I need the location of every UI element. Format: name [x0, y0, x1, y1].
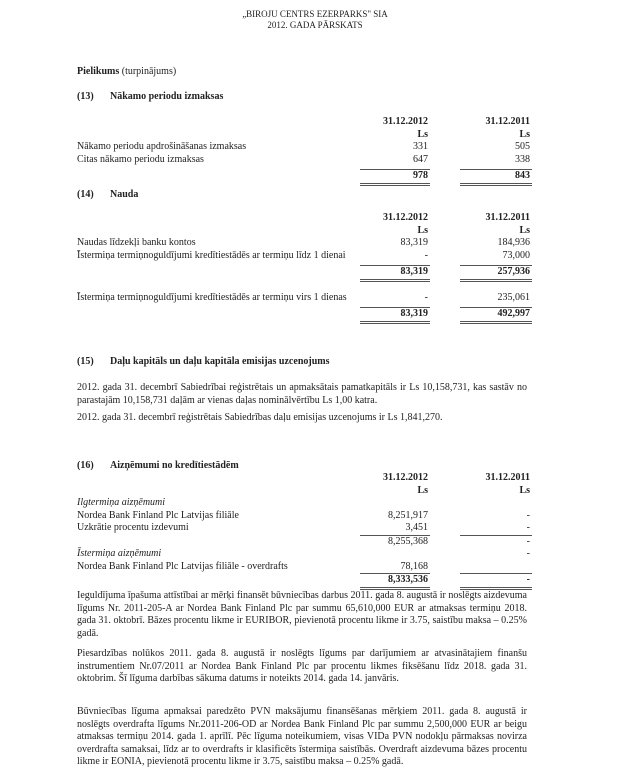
column-header-row [77, 472, 537, 485]
total-2011: 843 [460, 169, 532, 186]
col-2011: 31.12.2011 [485, 472, 530, 483]
company-name: „BIROJU CENTRS EZERPARKS" SIA [242, 9, 388, 19]
row-label: Nordea Bank Finland Plc Latvijas filiāle [77, 509, 239, 521]
value-2011: 235,061 [497, 291, 530, 303]
table-row [77, 237, 537, 250]
value-2011: 73,000 [502, 249, 530, 261]
col-2012: 31.12.2012 [383, 116, 428, 127]
value-2012: 3,451 [360, 522, 430, 536]
long-term-loans-label: Ilgtermiņa aizņēmumi [77, 497, 166, 508]
col-2011: 31.12.2011 [485, 116, 530, 127]
unit-row [77, 485, 537, 498]
section-number: (13) [77, 91, 94, 102]
unit-2012: Ls [417, 128, 428, 140]
value-2012: 83,319 [400, 237, 428, 248]
value-2011: - [526, 509, 530, 521]
value-2012: - [424, 291, 428, 303]
section-number: (14) [77, 189, 94, 200]
page-header [0, 9, 630, 31]
table-row [77, 292, 537, 305]
subtotal-row [77, 536, 537, 549]
table-row [77, 141, 537, 154]
short-term-loans-label: Īstermiņa aizņēmumi [77, 548, 162, 559]
section-14-table [77, 212, 537, 324]
column-header-row [77, 212, 537, 225]
subtotal-2012: 8,255,368 [388, 535, 428, 547]
value-2012: 8,251,917 [388, 509, 428, 521]
subtotal-2012: 83,319 [360, 265, 430, 282]
value-2012: 78,168 [360, 561, 430, 575]
unit-row [77, 129, 537, 142]
unit-row [77, 225, 537, 238]
row-label: Citas nākamo periodu izmaksas [77, 153, 204, 165]
paragraph: Ieguldījuma īpašuma attīstībai ar mērķi finansēt būvniecības darbus 2011. gada 8. augustā ir noslēgts aizdevuma līgums Nr. 2011-205-A ar Nordea Bank Finland Plc par summu 65,610,000 EUR ar atmaksas termiņu 2018. gada 31. oktobrī. Bāzes procentu likme ir EURIBOR, pievienotā procentu likme ir 3.75, saistību maksa – 0.25% gadā. [77, 590, 527, 639]
report-title: 2012. GADA PĀRSKATS [267, 20, 363, 30]
group-label-row [77, 548, 537, 561]
unit-2011: Ls [519, 484, 530, 496]
total-2011: - [460, 574, 532, 590]
paragraph: Piesardzības nolūkos 2011. gada 8. augustā ir noslēgts līgums par darījumiem ar atvasinātajiem finanšu instrumentiem Nr.07/2011 ar Nordea Bank Finland Plc par procentu likmes fiksēšanu līdz 2018. gada 31. oktobrim. Šī līguma darbības sākuma datums ir noteikts 2014. gada 14. janvāris. [77, 648, 527, 684]
value-2012: - [424, 249, 428, 261]
value-2011: - [526, 548, 530, 559]
row-label: Nākamo periodu apdrošināšanas izmaksas [77, 141, 247, 152]
section-14-heading [77, 189, 138, 200]
row-label: Īstermiņa termiņnoguldījumi kredītiestādēs ar termiņu virs 1 dienas [77, 291, 347, 303]
section-15-heading [77, 356, 330, 367]
table-row [77, 250, 537, 263]
value-2011: 338 [515, 153, 530, 165]
section-13-table [77, 116, 537, 186]
column-header-row [77, 116, 537, 129]
total-2012: 978 [360, 169, 430, 186]
col-2012: 31.12.2012 [383, 472, 428, 483]
unit-2011: Ls [519, 224, 530, 236]
unit-2012: Ls [417, 224, 428, 236]
section-number: (16) [77, 460, 94, 471]
section-title: Nākamo periodu izmaksas [110, 91, 224, 102]
total-2012: 83,319 [360, 307, 430, 324]
table-row [77, 510, 537, 523]
total-row [77, 574, 537, 590]
row-label: Naudas līdzekļi banku kontos [77, 237, 196, 248]
total-row [77, 169, 537, 186]
subtotal-row [77, 265, 537, 282]
section-number: (15) [77, 356, 94, 367]
row-label: Uzkrātie procentu izdevumi [77, 522, 189, 533]
value-2011: 505 [515, 141, 530, 152]
paragraph: 2012. gada 31. decembrī Sabiedrībai reģistrētais un apmaksātais pamatkapitāls ir Ls 10,158,731, kas sastāv no parastajām 10,158,731 daļām ar vienas daļas nominālvērtību Ls 1,00 katra. [77, 382, 527, 406]
row-label: Īstermiņa termiņnoguldījumi kredītiestādēs ar termiņu līdz 1 dienai [77, 249, 346, 261]
unit-2012: Ls [417, 484, 428, 496]
unit-2011: Ls [519, 128, 530, 140]
paragraph: 2012. gada 31. decembrī reģistrētais Sabiedrības daļu emisijas uzcenojums ir Ls 1,841,270. [77, 412, 443, 423]
total-row [77, 307, 537, 324]
section-16-table [77, 472, 537, 590]
total-2011: 492,997 [460, 307, 532, 324]
value-2011: 184,936 [497, 237, 530, 248]
appendix-title [77, 66, 176, 77]
section-title: Aizņēmumi no kredītiestādēm [110, 460, 239, 471]
col-2011: 31.12.2011 [485, 212, 530, 223]
subtotal-2011: - [526, 535, 530, 547]
table-row [77, 561, 537, 575]
section-16-heading [77, 460, 239, 471]
group-label-row [77, 497, 537, 510]
value-2012: 647 [413, 153, 428, 165]
table-row [77, 522, 537, 536]
subtotal-2011: 257,936 [460, 265, 532, 282]
appendix-title-rest: (turpinājums) [119, 66, 177, 77]
paragraph: Būvniecības līguma apmaksai paredzēto PVN maksājumu finansēšanas mērķiem 2011. gada 8. augustā ir noslēgts overdrafta līgums Nr.2011-206-OD ar Nordea Bank Finland Plc par summu 2,500,000 EUR ar beigu atmaksas termiņu 2014. gada 1. aprīlī. Pēc līguma noteikumiem, visas VIDa PVN nodokļu pārmaksas novirza overdrafta samaksai, līdz ar to overdrafts ir klasificēts īstermiņa saistībās. Overdraft aizdevuma bāzes procentu likme ir EONIA, pievienotā procentu likme ir 3.75, saistību maksa – 0.25% gadā. [77, 706, 527, 767]
value-2011: - [460, 522, 532, 536]
total-2012: 8,333,536 [360, 574, 430, 590]
row-label: Nordea Bank Finland Plc Latvijas filiāle - overdrafts [77, 560, 288, 572]
col-2012: 31.12.2012 [383, 212, 428, 223]
value-2012: 331 [413, 141, 428, 152]
section-13-heading [77, 91, 223, 102]
table-row [77, 154, 537, 167]
section-title: Nauda [110, 189, 139, 200]
appendix-title-bold: Pielikums [77, 66, 120, 77]
value-2011 [460, 561, 532, 575]
section-title: Daļu kapitāls un daļu kapitāla emisijas uzcenojums [110, 356, 330, 367]
